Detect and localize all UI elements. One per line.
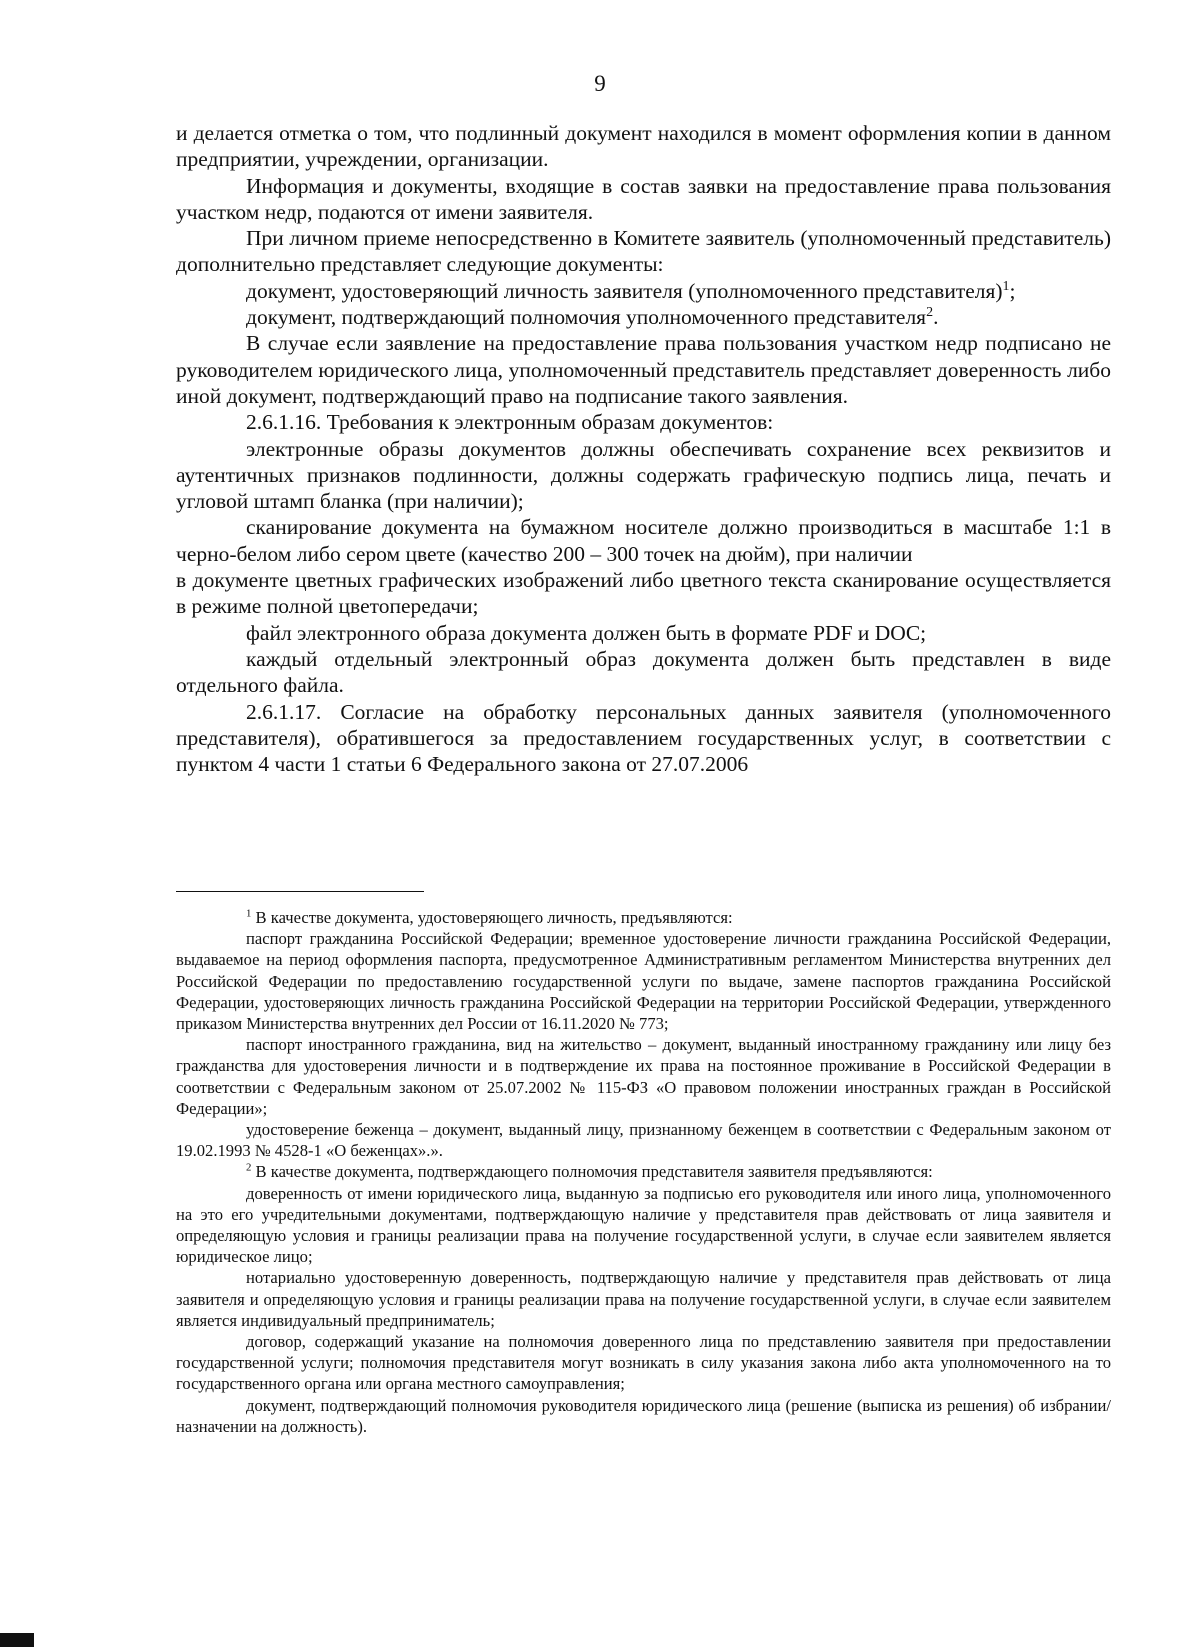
paragraph: каждый отдельный электронный образ документа должен быть представлен в виде отдельного файла. xyxy=(176,646,1111,698)
footnote-item: договор, содержащий указание на полномочия доверенного лица по представлению заявителя при предоставлении государственной услуги; полномочия представителя могут возникать в силу указания закона либо акта уполномоченного на то государственного органа или органа местного самоуправления; xyxy=(176,1332,1111,1394)
footnote-item: документ, подтверждающий полномочия руководителя юридического лица (решение (выписка из решения) об избрании/назначении на должность). xyxy=(176,1395,1111,1436)
paragraph-text: документ, подтверждающий полномочия уполномоченного представителя xyxy=(246,305,927,330)
paragraph: файл электронного образа документа должен быть в формате PDF и DOC; xyxy=(246,620,927,645)
paragraph xyxy=(176,304,1111,330)
paragraph-tail: . xyxy=(933,305,939,330)
scan-edge-mark xyxy=(0,1633,34,1647)
footnote-item: паспорт иностранного гражданина, вид на жительство – документ, выданный иностранному гражданину или лицу без гражданства для удостоверения личности и в подтверждение их права на постоянное проживание в Российской Федерации в соответствии с Федеральным законом от 25.07.2002 № 115-ФЗ «О правовом положении иностранных граждан в Российской Федерации»; xyxy=(176,1035,1111,1118)
paragraph: сканирование документа на бумажном носителе должно производиться в масштабе 1:1 в черно-белом либо сером цвете (качество 200 – 300 точек на дюйм), при наличии xyxy=(176,515,1111,566)
page-number: 9 xyxy=(594,71,606,96)
section-heading: 2.6.1.16. Требования к электронным образам документов: xyxy=(246,410,774,435)
footnotes xyxy=(176,907,1111,1437)
footnote-item: паспорт гражданина Российской Федерации; временное удостоверение личности гражданина Российской Федерации, выдаваемое на период оформления паспорта, предусмотренное Административным регламентом Министерства внутренних дел Российской Федерации по предоставлению государственной услуги по выдаче, замене паспортов гражданина Российской Федерации, удостоверяющих личность гражданина Российской Федерации на территории Российской Федерации, утвержденного приказом Министерства внутренних дел России от 16.11.2020 № 773; xyxy=(176,929,1111,1034)
paragraph: Информация и документы, входящие в состав заявки на предоставление права пользования участком недр, подаются от имени заявителя. xyxy=(176,173,1111,224)
paragraph: 2.6.1.17. Согласие на обработку персональных данных заявителя (уполномоченного представителя), обратившегося за предоставлением государственных услуг, в соответствии с пунктом 4 части 1 статьи 6 Федерального закона от 27.07.2006 xyxy=(176,699,1111,777)
footnote-ref-1[interactable]: 1 xyxy=(1002,278,1010,294)
footnote-ref-2[interactable]: 2 xyxy=(926,304,934,320)
footnote-item: удостоверение беженца – документ, выданный лицу, признанному беженцем в соответствии с Федеральным законом от 19.02.1993 № 4528-1 «О беженцах».». xyxy=(176,1120,1111,1161)
paragraph: и делается отметка о том, что подлинный документ находился в момент оформления копии в данном предприятии, учреждении, организации. xyxy=(176,121,1111,172)
paragraph: электронные образы документов должны обеспечивать сохранение всех реквизитов и аутентичных признаков подлинности, должны содержать графическую подпись лица, печать и угловой штамп бланка (при наличии); xyxy=(176,436,1111,514)
paragraph xyxy=(176,278,1111,304)
paragraph: При личном приеме непосредственно в Комитете заявитель (уполномоченный представитель) дополнительно представляет следующие документы: xyxy=(176,226,1111,277)
footnote-item: доверенность от имени юридического лица, выданную за подписью его руководителя или иного лица, уполномоченного на это его учредительными документами, подтверждающую наличие у представителя прав действовать от лица заявителя и определяющую условия и границы реализации права на получение государственной услуги, в случае если заявителем является юридическое лицо; xyxy=(176,1183,1111,1267)
footnote-mark-1: 1 xyxy=(246,907,252,920)
footnote-item: нотариально удостоверенную доверенность, подтверждающую наличие у представителя прав действовать от лица заявителя и определяющую условия и границы реализации права на получение государственной услуги, в случае если заявителем является индивидуальный предприниматель; xyxy=(176,1268,1111,1330)
footnote-1-title xyxy=(176,907,1111,928)
footnote-divider xyxy=(176,891,424,892)
footnote-mark-2: 2 xyxy=(246,1161,252,1174)
main-text xyxy=(176,120,1111,777)
paragraph-tail: ; xyxy=(1009,278,1016,303)
footnote-2-title xyxy=(176,1161,1111,1182)
paragraph: в документе цветных графических изображений либо цветного текста сканирование осуществляется в режиме полной цветопередачи; xyxy=(176,568,1111,619)
footnote-text: В качестве документа, удостоверяющего личность, предъявляются: xyxy=(251,908,733,927)
paragraph: В случае если заявление на предоставление права пользования участком недр подписано не руководителем юридического лица, уполномоченный представитель представляет доверенность либо иной документ, подтверждающий право на подписание такого заявления. xyxy=(176,331,1111,408)
paragraph-text: документ, удостоверяющий личность заявителя (уполномоченного представителя) xyxy=(246,278,1003,303)
footnote-text: В качестве документа, подтверждающего полномочия представителя заявителя предъявляются: xyxy=(251,1162,933,1182)
